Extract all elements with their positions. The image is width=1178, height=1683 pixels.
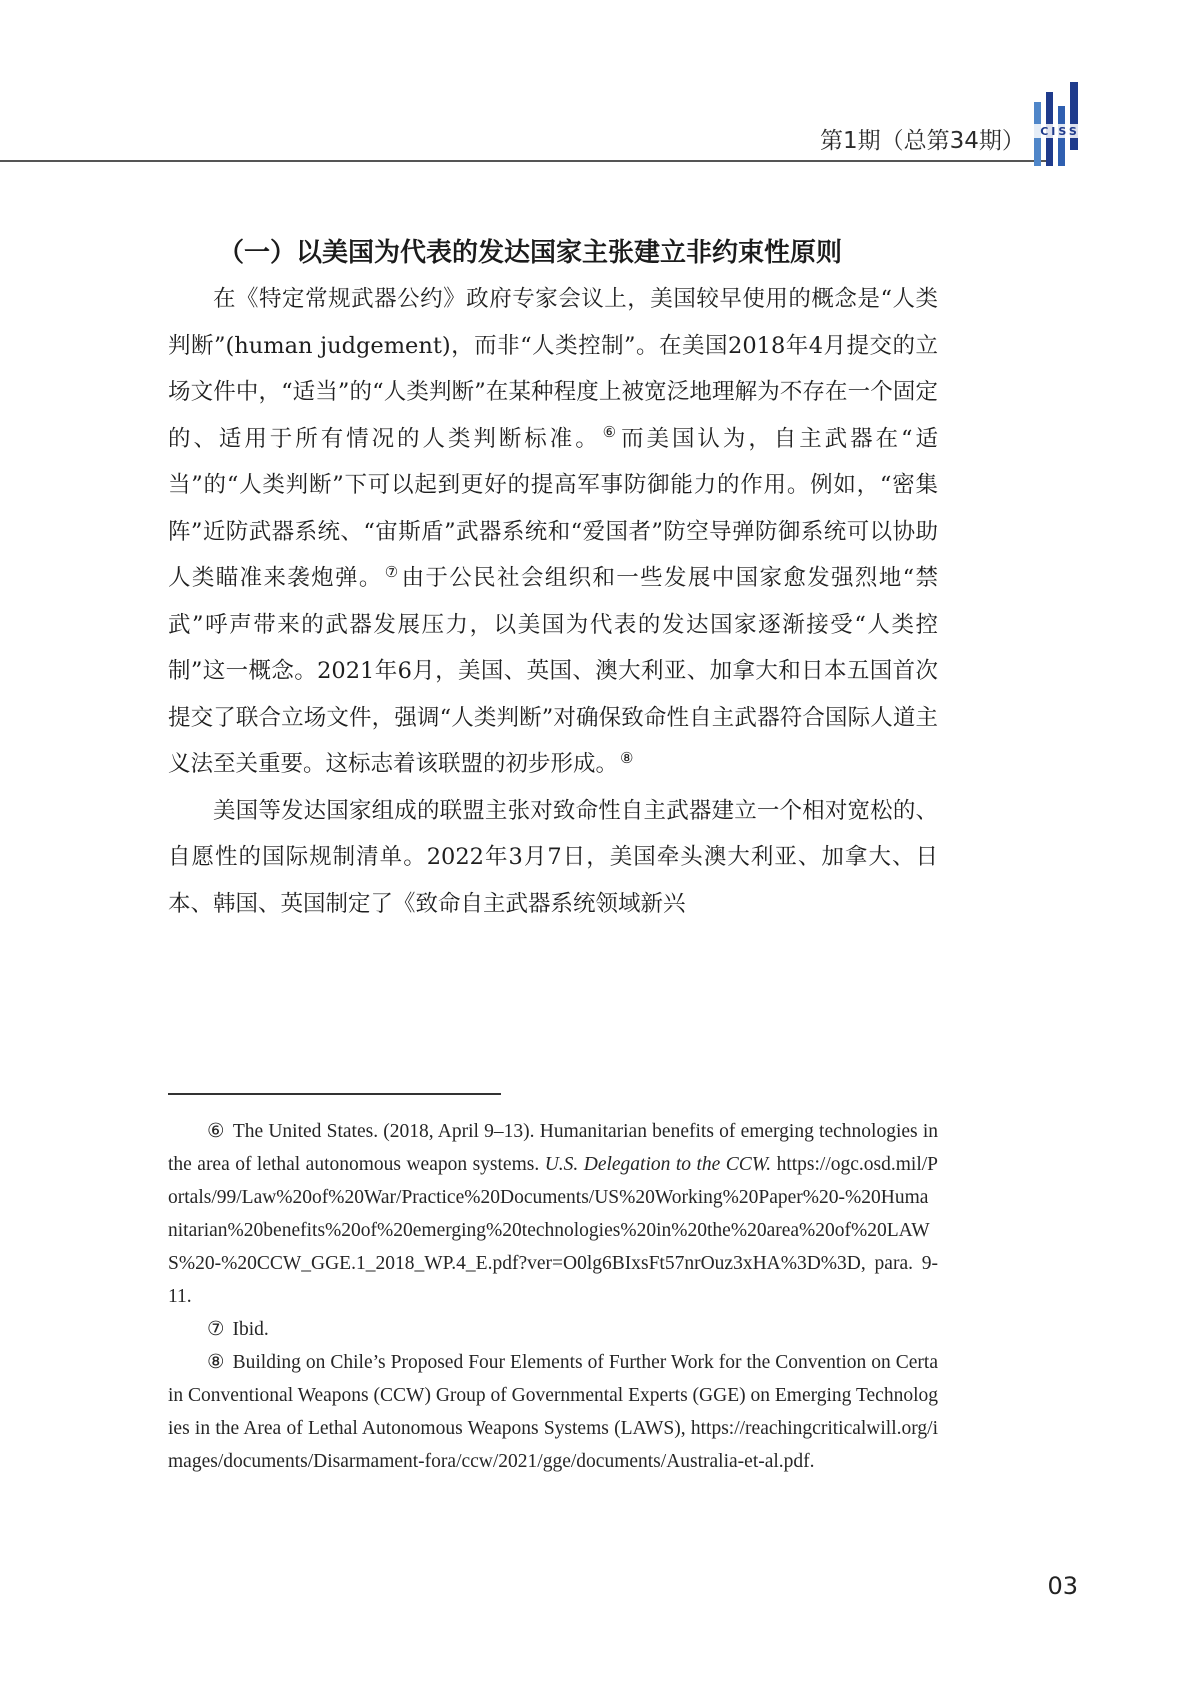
footnote-url[interactable]: https://ogc.osd.mil/Portals/99/Law%20of%20War/Practice%20Documents/US%20Working%20Paper%20-%20Humanitarian%20benefits%20of%20emerging%20technologies%20in%20the%20area%20of%20LAWS%20-%20CCW_GGE.1_2018_WP.4_E.pdf?ver=O0lg6BIxsFt57nrOuz3xHA%3D%3D, para. 9-11. (168, 1154, 939, 1307)
footnote-text: The United States. (2018, April 9–13). Humanitarian benefits of emerging technologies in the area of lethal autonomous weapon systems. (168, 1121, 938, 1175)
section-heading: （一）以美国为代表的发达国家主张建立非约束性原则 (218, 238, 843, 268)
footnotes (168, 1115, 938, 1478)
header-rule (0, 160, 1048, 162)
footnote-7 (168, 1313, 938, 1346)
footnote-number: ⑥ (207, 1121, 225, 1142)
paragraph-text: 由于公民社会组织和一些发展中国家愈发强烈地“禁武”呼声带来的武器发展压力，以美国为代表的发达国家逐渐接受“人类控制”这一概念。2021年6月，美国、英国、澳大利亚、加拿大和日本五国首次提交了联合立场文件，强调“人类判断”对确保致命性自主武器符合国际人道主义法至关重要。这标志着该联盟的初步形成。 (168, 565, 938, 777)
issue-label: 第1期（总第34期） (820, 128, 1025, 154)
logo-text: CISS (1040, 125, 1080, 138)
paragraph-text: 在《特定常规武器公约》政府专家会议上，美国较早使用的概念是“人类判断”(human judgement)，而非“人类控制”。在美国2018年4月提交的立场文件中，“适当”的“人类判断”在某种程度上被宽泛地理解为不存在一个固定的、适用于所有情况的人类判断标准。 (168, 286, 938, 452)
footnote-6 (168, 1115, 938, 1313)
ciss-logo (1032, 80, 1088, 170)
footnote-ref-8[interactable]: ⑧ (620, 748, 634, 767)
footnote-rule (168, 1093, 501, 1095)
paragraph-2 (168, 788, 938, 928)
footnote-number: ⑧ (207, 1352, 225, 1373)
footnote-ref-7[interactable]: ⑦ (384, 562, 400, 581)
footnote-text: Building on Chile’s Proposed Four Elements of Further Work for the Convention on Certain Conventional Weapons (CCW) Group of Governmental Experts (GGE) on Emerging Technologies in the Area of Lethal Autonomous Weapons Systems (LAWS), https://reachingcriticalwill.org/images/documents/Disarmament-fora/ccw/2021/gge/documents/Australia-et-al.pdf. (168, 1352, 938, 1472)
page-number: 03 (1047, 1572, 1078, 1600)
paragraph-text: 而美国认为，自主武器在“适当”的“人类判断”下可以起到更好的提高军事防御能力的作用。例如，“密集阵”近防武器系统、“宙斯盾”武器系统和“爱国者”防空导弹防御系统可以协助人类瞄准来袭炮弹。 (168, 425, 938, 591)
footnote-text: Ibid. (232, 1319, 269, 1340)
logo-bar-4 (1070, 82, 1078, 150)
paragraph-1 (168, 276, 938, 788)
footnote-8 (168, 1346, 938, 1478)
footnote-number: ⑦ (207, 1319, 225, 1340)
footnote-italic: U.S. Delegation to the CCW. (544, 1154, 772, 1175)
footnote-ref-6[interactable]: ⑥ (602, 423, 620, 441)
body-text (168, 276, 938, 927)
paragraph-text: 美国等发达国家组成的联盟主张对致命性自主武器建立一个相对宽松的、自愿性的国际规制清单。2022年3月7日，美国牵头澳大利亚、加拿大、日本、韩国、英国制定了《致命自主武器系统领域新兴 (168, 797, 938, 917)
